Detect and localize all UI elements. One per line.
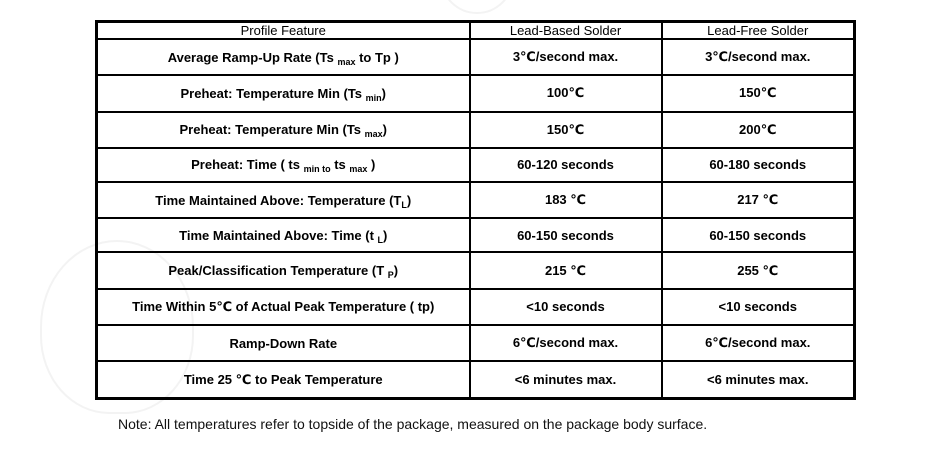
- table-row: [97, 75, 855, 111]
- feature-text: Time Maintained Above: Time (t: [179, 227, 378, 243]
- feature-text: Time 25 ℃ to Peak Temperature: [183, 371, 383, 387]
- lead-based-value: <6 minutes max.: [470, 361, 662, 398]
- lead-based-value: 183 ℃: [470, 182, 662, 218]
- feature-text: Preheat: Temperature Min (Ts: [180, 85, 366, 101]
- table-row: [97, 182, 855, 218]
- lead-based-value: 100℃: [470, 75, 662, 111]
- profile-feature-cell: [97, 218, 470, 252]
- header-row: [97, 22, 855, 40]
- feature-text: to Tp ): [355, 49, 399, 65]
- feature-subscript: max: [364, 129, 383, 140]
- profile-feature-cell: [97, 39, 470, 75]
- lead-free-value: 60-180 seconds: [662, 148, 855, 182]
- profile-feature-cell: [97, 361, 470, 398]
- profile-feature-cell: [97, 325, 470, 361]
- profile-feature-cell: [97, 75, 470, 111]
- feature-text: ): [406, 192, 412, 208]
- feature-text: Preheat: Temperature Min (Ts: [179, 122, 365, 138]
- lead-free-value: 6℃/second max.: [662, 325, 855, 361]
- background-watermark-mark: [440, 0, 514, 14]
- lead-free-value: 200℃: [662, 112, 855, 148]
- header-profile-feature: Profile Feature: [97, 22, 470, 40]
- feature-text: ): [383, 227, 388, 243]
- feature-text: Time Within 5℃ of Actual Peak Temperature ( tp): [132, 298, 435, 314]
- table-row: [97, 39, 855, 75]
- feature-subscript: max: [349, 164, 368, 175]
- feature-text: Peak/Classification Temperature (T: [168, 263, 388, 279]
- feature-text: ): [382, 122, 388, 138]
- profile-feature-cell: [97, 148, 470, 182]
- lead-based-value: 60-150 seconds: [470, 218, 662, 252]
- table-row: [97, 289, 855, 325]
- table-row: [97, 112, 855, 148]
- feature-text: Average Ramp-Up Rate (Ts: [167, 49, 338, 65]
- feature-text: ): [381, 85, 387, 101]
- lead-based-value: 60-120 seconds: [470, 148, 662, 182]
- profile-feature-cell: [97, 182, 470, 218]
- feature-subscript: P: [387, 270, 394, 281]
- feature-subscript: min to: [303, 164, 331, 175]
- profile-feature-cell: [97, 289, 470, 325]
- header-lead-based-solder: Lead-Based Solder: [470, 22, 662, 40]
- table-row: [97, 218, 855, 252]
- feature-subscript: min: [365, 92, 382, 103]
- table-row: [97, 148, 855, 182]
- feature-text: Ramp-Down Rate: [229, 335, 338, 351]
- footnote: Note: All temperatures refer to topside of the package, measured on the package body surface.: [118, 416, 708, 432]
- lead-free-value: 60-150 seconds: [662, 218, 855, 252]
- table-row: [97, 252, 855, 288]
- lead-free-value: 3℃/second max.: [662, 39, 855, 75]
- lead-based-value: 150℃: [470, 112, 662, 148]
- feature-text: Time Maintained Above: Temperature (T: [155, 192, 402, 208]
- feature-subscript: L: [401, 199, 407, 210]
- feature-subscript: max: [337, 56, 356, 67]
- lead-based-value: 215 ℃: [470, 252, 662, 288]
- feature-text: ts: [330, 157, 350, 173]
- lead-free-value: <6 minutes max.: [662, 361, 855, 398]
- feature-text: ): [367, 157, 376, 173]
- feature-text: ): [393, 263, 399, 279]
- profile-feature-cell: [97, 252, 470, 288]
- lead-free-value: <10 seconds: [662, 289, 855, 325]
- feature-text: Preheat: Time ( ts: [191, 157, 304, 173]
- table-row: [97, 325, 855, 361]
- lead-based-value: <10 seconds: [470, 289, 662, 325]
- lead-free-value: 150℃: [662, 75, 855, 111]
- lead-free-value: 217 ℃: [662, 182, 855, 218]
- feature-subscript: L: [377, 234, 384, 245]
- header-lead-free-solder: Lead-Free Solder: [662, 22, 855, 40]
- lead-free-value: 255 ℃: [662, 252, 855, 288]
- lead-based-value: 3℃/second max.: [470, 39, 662, 75]
- table-row: [97, 361, 855, 398]
- lead-based-value: 6℃/second max.: [470, 325, 662, 361]
- profile-feature-cell: [97, 112, 470, 148]
- reflow-profile-table: [95, 20, 856, 400]
